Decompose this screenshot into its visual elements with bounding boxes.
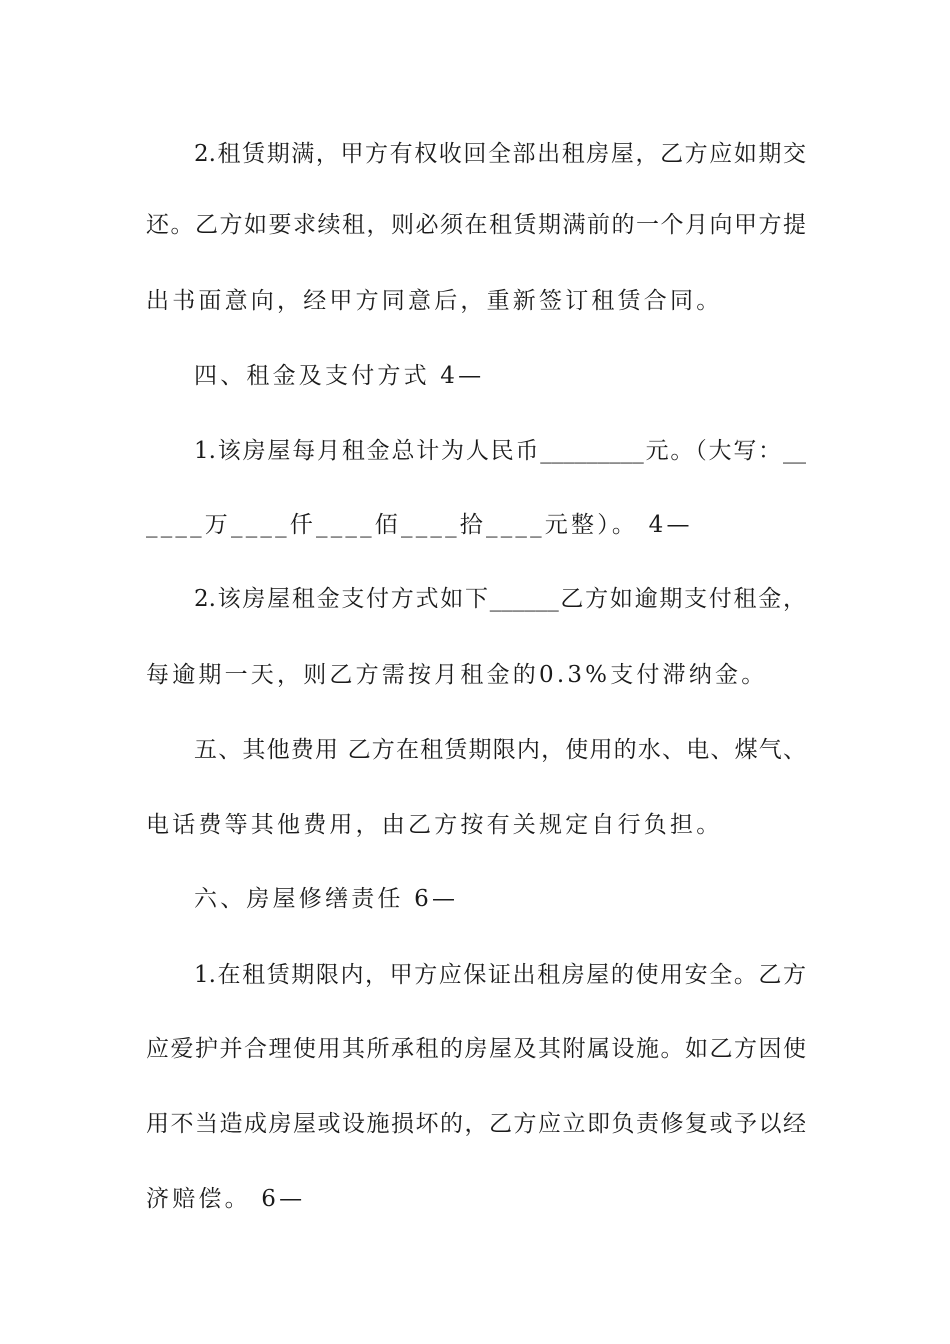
section-heading: 六、房屋修缮责任 6— bbox=[194, 886, 459, 912]
section-heading: 四、租金及支付方式 4— bbox=[194, 363, 485, 389]
paragraph-line: 电话费等其他费用，由乙方按有关规定自行负担。 bbox=[146, 812, 723, 838]
paragraph-line: 每逾期一天，则乙方需按月租金的0.3%支付滞纳金。 bbox=[146, 662, 768, 688]
paragraph-line: 出书面意向，经甲方同意后，重新签订租赁合同。 bbox=[146, 288, 723, 314]
paragraph-line: ____万____仟____佰____拾____元整）。 4— bbox=[146, 512, 693, 538]
paragraph-line: 用不当造成房屋或设施损坏的，乙方应立即负责修复或予以经 bbox=[146, 1111, 806, 1137]
paragraph-line: 1.该房屋每月租金总计为人民币_________元。（大写：__ bbox=[194, 438, 806, 464]
paragraph-line: 2.该房屋租金支付方式如下______乙方如逾期支付租金， bbox=[194, 586, 806, 612]
paragraph-line: 2.租赁期满，甲方有权收回全部出租房屋，乙方应如期交 bbox=[194, 141, 806, 167]
paragraph-line: 1.在租赁期限内，甲方应保证出租房屋的使用安全。乙方 bbox=[194, 962, 806, 988]
paragraph-line: 还。乙方如要求续租，则必须在租赁期满前的一个月向甲方提 bbox=[146, 212, 806, 238]
paragraph-line: 济赔偿。 6— bbox=[146, 1186, 306, 1212]
paragraph-line: 应爱护并合理使用其所承租的房屋及其附属设施。如乙方因使 bbox=[146, 1036, 806, 1062]
section-heading: 五、其他费用 乙方在租赁期限内，使用的水、电、煤气、 bbox=[194, 737, 806, 763]
